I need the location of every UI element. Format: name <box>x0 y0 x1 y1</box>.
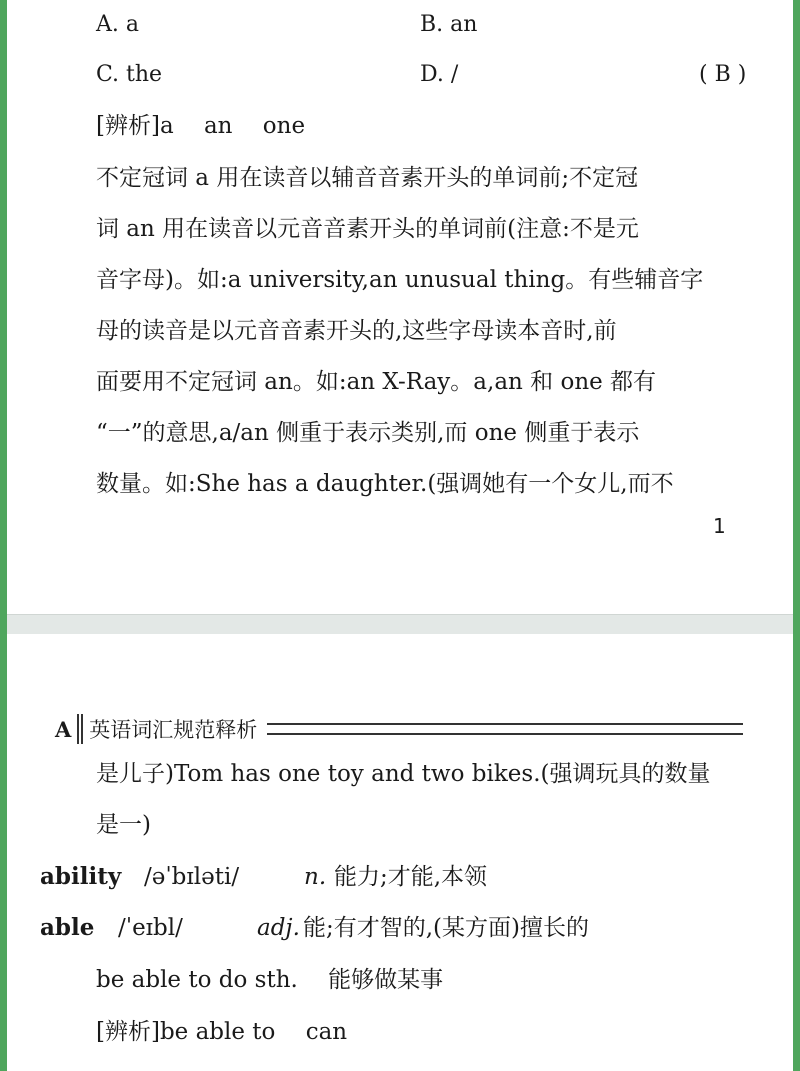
entry-definition: 能力;才能,本领 <box>334 864 488 890</box>
option-c: C. the <box>96 62 163 87</box>
left-green-border <box>0 0 7 1071</box>
entry-pronunciation: /əˈbɪləti/ <box>144 864 240 890</box>
option-a: A. a <box>96 12 139 37</box>
answer-mark: ( B ) <box>699 62 747 87</box>
analysis-heading: [辨析]a an one <box>96 113 306 139</box>
text-line: 音字母)。如:a university,an unusual thing。有些辅音字 <box>96 267 704 293</box>
text-line: 是儿子)Tom has one toy and two bikes.(强调玩具的数量 <box>96 761 711 787</box>
text-line: 面要用不定冠词 an。如:an X-Ray。a,an 和 one 都有 <box>96 369 657 395</box>
analysis-heading-2: [辨析]be able to can <box>96 1019 348 1045</box>
option-b: B. an <box>420 12 478 37</box>
text-line: 数量。如:She has a daughter.(强调她有一个女儿,而不 <box>96 471 674 497</box>
entry-definition: 能;有才智的,(某方面)擅长的 <box>303 915 590 941</box>
dictionary-entry <box>40 862 487 892</box>
entry-word: ability <box>40 863 122 890</box>
section-title: 英语词汇规范释析 <box>89 718 258 742</box>
text-line: 是一) <box>96 812 151 838</box>
entry-word: able <box>40 914 95 941</box>
entry-pronunciation: /ˈeɪbl/ <box>118 915 183 941</box>
right-green-border <box>793 0 800 1071</box>
page-separator <box>7 614 793 635</box>
section-letter: A <box>55 716 72 742</box>
page-number: 1 <box>713 514 726 538</box>
text-line: 母的读音是以元音音素开头的,这些字母读本音时,前 <box>96 318 617 344</box>
header-rule <box>267 723 743 735</box>
page-2 <box>7 634 793 1071</box>
text-line: 词 an 用在读音以元音音素开头的单词前(注意:不是元 <box>96 216 639 242</box>
text-line: “一”的意思,a/an 侧重于表示类别,而 one 侧重于表示 <box>96 420 640 446</box>
dictionary-entry <box>40 913 589 943</box>
text-line: 不定冠词 a 用在读音以辅音音素开头的单词前;不定冠 <box>96 165 639 191</box>
phrase-line: be able to do sth. 能够做某事 <box>96 967 444 993</box>
entry-pos: n. <box>304 864 327 890</box>
double-bar-icon <box>77 714 83 744</box>
option-d: D. / <box>420 62 459 87</box>
section-header <box>55 712 743 746</box>
page-1 <box>7 0 793 614</box>
entry-pos: adj. <box>257 915 300 941</box>
